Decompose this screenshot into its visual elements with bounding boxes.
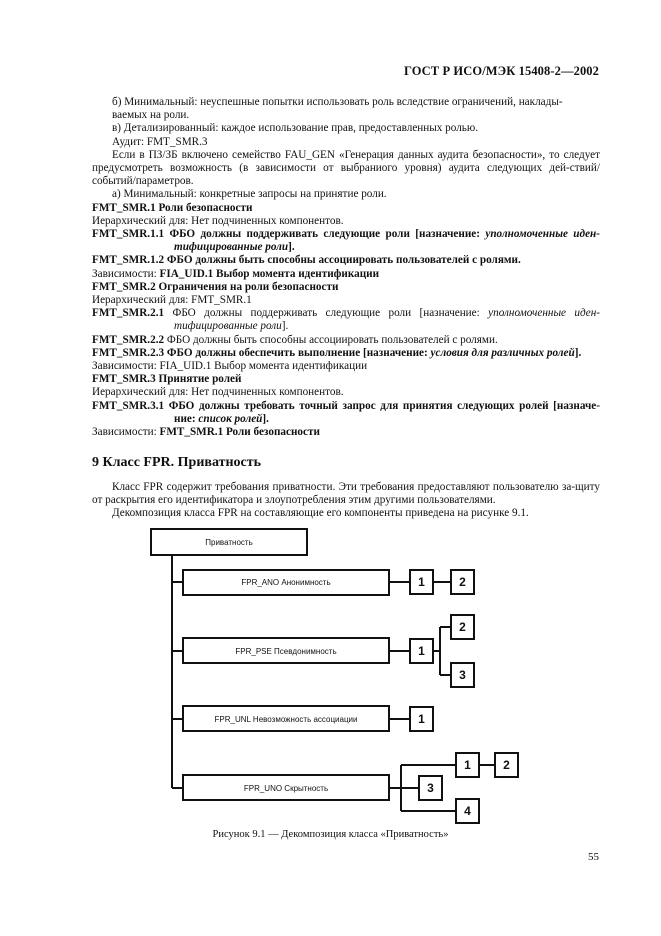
text-line: в) Детализированный: каждое использование прав, предоставленных ролью.: [112, 122, 479, 135]
text-line: Аудит: FMT_SMR.3: [112, 135, 208, 148]
section-text: [92, 481, 600, 521]
text-line: Иерархический для: Нет подчиненных компонентов.: [92, 214, 344, 227]
page-number: 55: [588, 851, 599, 863]
component-number: 1: [418, 575, 425, 589]
dependencies-line: Зависимости: FIA_UID.1 Выбор момента идентификации: [92, 267, 380, 280]
component-number: 3: [427, 781, 434, 795]
component-number: 1: [418, 644, 425, 658]
section-paragraph: Декомпозиция класса FPR на составляющие его компоненты приведена на рисунке 9.1.: [112, 507, 529, 520]
requirement-element: FMT_SMR.2.2 ФБО должны быть способны ассоциировать пользователей с ролями.: [92, 333, 498, 346]
family-label-pse: FPR_PSE Псевдонимность: [235, 647, 337, 656]
figure-caption: Рисунок 9.1 — Декомпозиция класса «Приватность»: [212, 829, 449, 840]
requirement-element: FMT_SMR.3.1 ФБО должны требовать точный запрос для принятия следующих ролей [назначе-ние: список ролей].: [92, 399, 600, 425]
text-line: Иерархический для: FMT_SMR.1: [92, 294, 252, 307]
component-heading: FMT_SMR.3 Принятие ролей: [92, 373, 242, 386]
family-label-unl: FPR_UNL Невозможность ассоциации: [214, 715, 358, 724]
component-number: 3: [459, 668, 466, 682]
requirement-element: FMT_SMR.1.1 ФБО должны поддерживать следующие роли [назначение: уполномоченные иден-тифицированные роли].: [92, 228, 600, 254]
dependencies-line: Зависимости: FMT_SMR.1 Роли безопасности: [92, 426, 320, 439]
decomposition-diagram: [0, 520, 661, 825]
family-label-ano: FPR_ANO Анонимность: [241, 578, 331, 587]
family-label-uno: FPR_UNO Скрытность: [243, 784, 329, 793]
text-line: б) Минимальный: неуспешные попытки использовать роль вследствие ограничений, наклады-: [112, 96, 563, 108]
text-line: Иерархический для: Нет подчиненных компонентов.: [92, 386, 344, 399]
component-number: 2: [503, 758, 510, 772]
component-heading: FMT_SMR.1 Роли безопасности: [92, 201, 253, 214]
root-label: Приватность: [205, 538, 253, 547]
requirement-element: FMT_SMR.2.3 ФБО должны обеспечить выполнение [назначение: условия для различных ролей].: [92, 346, 582, 359]
dependencies-line: Зависимости: FIA_UID.1 Выбор момента идентификации: [92, 360, 368, 373]
component-number: 4: [464, 804, 471, 818]
requirement-element: FMT_SMR.2.1 ФБО должны поддерживать следующие роли [назначение: уполномоченные иден-тифицированные роли].: [92, 307, 601, 333]
section-paragraph: Класс FPR содержит требования приватности. Эти требования предоставляют пользователю за-щиту от раскрытия его идентификатора и злоупотребления этим другими пользователями.: [92, 481, 600, 507]
section-title: 9 Класс FPR. Приватность: [92, 455, 262, 470]
requirement-element: FMT_SMR.1.2 ФБО должны быть способны ассоциировать пользователей с ролями.: [92, 254, 521, 267]
component-number: 2: [459, 575, 466, 589]
component-number: 1: [464, 758, 471, 772]
document-body: [92, 96, 600, 439]
component-number: 2: [459, 620, 466, 634]
document-header: ГОСТ Р ИСО/МЭК 15408-2—2002: [403, 64, 599, 78]
component-heading: FMT_SMR.2 Ограничения на роли безопасности: [92, 280, 339, 293]
component-number: 1: [418, 712, 425, 726]
text-line: а) Минимальный: конкретные запросы на принятие роли.: [112, 188, 387, 201]
text-line: ваемых на роли.: [112, 109, 190, 122]
text-paragraph: Если в ПЗ/ЗБ включено семейство FAU_GEN «Генерация данных аудита безопасности», то следует предусмотреть возможность (в зависимости от выбраниого уровня) аудита следующих дей-ствий/событий/параметров.: [92, 148, 600, 188]
